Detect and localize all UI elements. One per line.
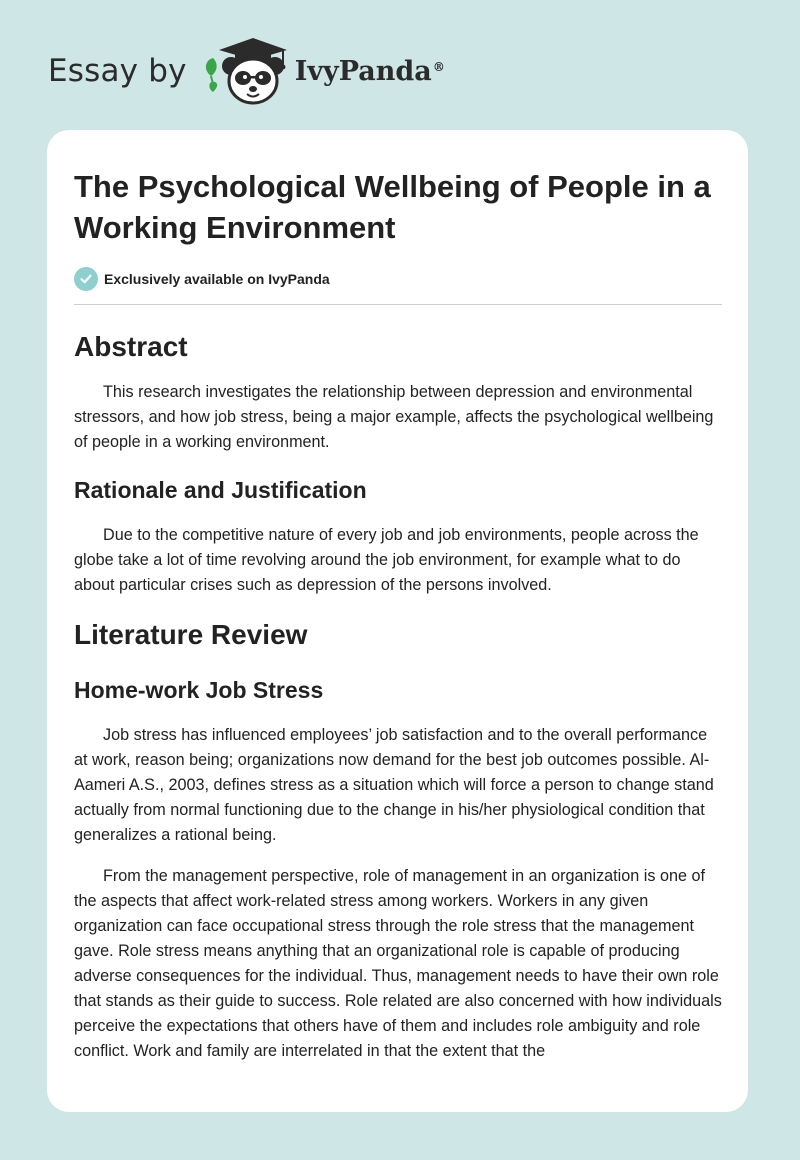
essay-card [47, 130, 748, 1112]
brand-header [48, 36, 445, 106]
abstract-paragraph: This research investigates the relationship between depression and environmental stressors, and how job stress, being a major example, affects the psychological wellbeing of people in a working environment. [74, 383, 714, 451]
literature-heading: Literature Review [74, 619, 308, 650]
brand-name [295, 56, 445, 87]
exclusive-badge [74, 267, 724, 291]
literature-paragraph-2: From the management perspective, role of management in an organization is one of the aspects that affect work-related stress among workers. Workers in any given organization can face occupational stress through the role stress that the management gave. Role stress means anything that an organizational role is capable of producing adverse consequences for the individual. Thus, management needs to have their own role that stands as their guide to success. Role related are also concerned with how individuals perceive the expectations that others have of them and includes role ambiguity and role conflict. Work and family are interrelated in that the extent that the [74, 867, 722, 1060]
panda-logo-icon [201, 36, 293, 106]
abstract-heading: Abstract [74, 331, 188, 362]
essay-content [74, 166, 724, 1064]
exclusive-label: Exclusively available on IvyPanda [104, 271, 330, 287]
homework-heading: Home-work Job Stress [74, 677, 324, 703]
rationale-heading: Rationale and Justification [74, 477, 367, 503]
literature-paragraph-1: Job stress has influenced employees’ job satisfaction and to the overall performance at work, reason being; organizations now demand for the best job outcomes possible. Al-Aameri A.S., 2003, defines stress as a situation which will force a person to change stand actually from normal functioning due to the change in his/her physiological condition that generalizes a rational being. [74, 726, 714, 844]
registered-mark: ® [432, 59, 445, 74]
page-title: The Psychological Wellbeing of People in a Working Environment [74, 169, 711, 245]
rationale-paragraph: Due to the competitive nature of every job and job environments, people across the globe take a lot of time revolving around the job environment, for example what to do about particular crises such as depression of the persons involved. [74, 526, 699, 594]
check-icon [74, 267, 98, 291]
divider [74, 304, 722, 305]
brand-name-text: IvyPanda [294, 55, 432, 87]
brand-prefix: Essay by [48, 53, 187, 89]
